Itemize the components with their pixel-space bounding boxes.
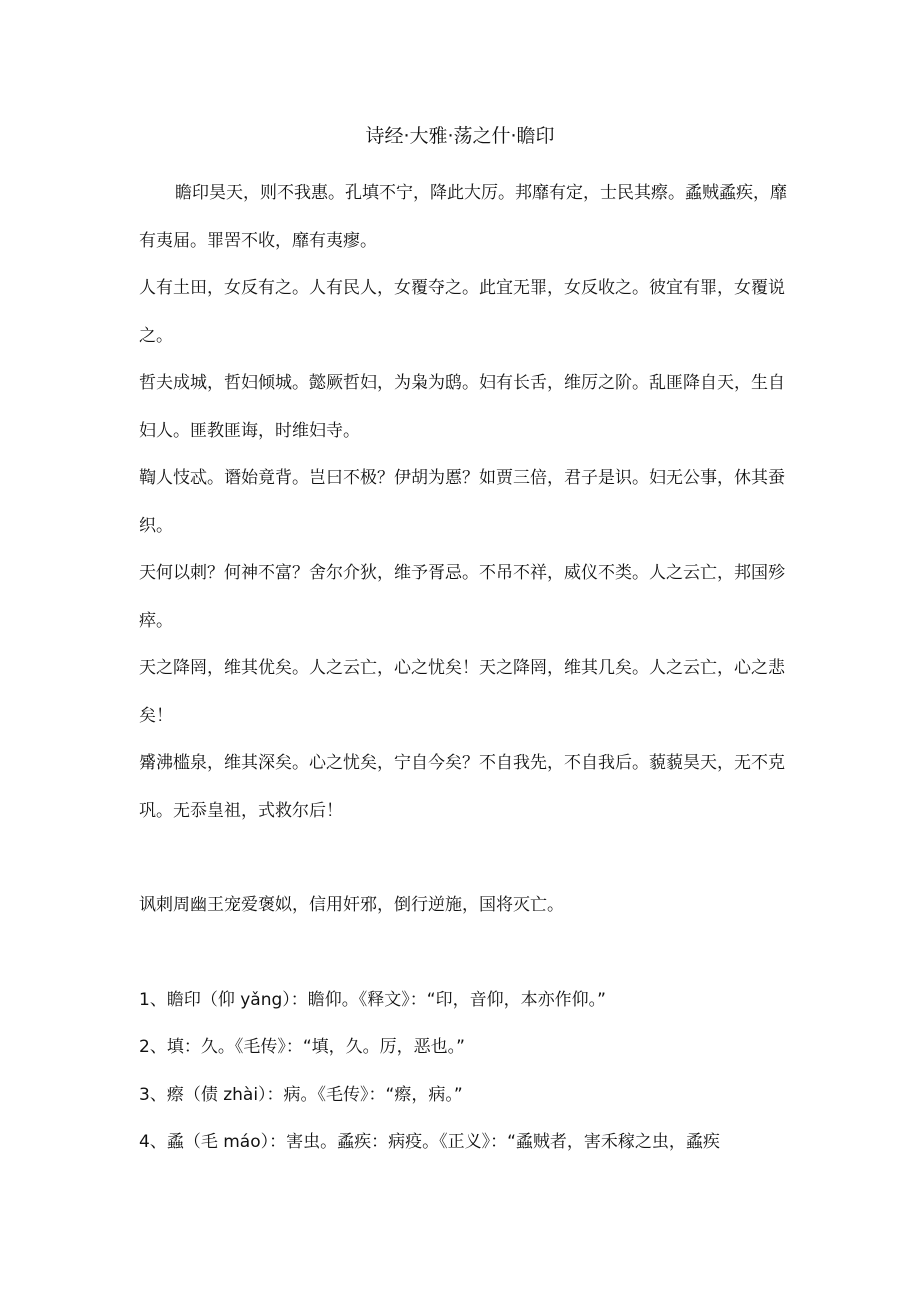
note-2: 2、填：久。《毛传》：“填，久。厉，恶也。” <box>139 1037 465 1057</box>
spacer <box>139 835 791 882</box>
summary-text: 讽刺周幽王宠爱褒姒，信用奸邪，倒行逆施，国将灭亡。 <box>139 895 564 915</box>
poem-stanza-4: 鞫人忮忒。谮始竟背。岂曰不极？伊胡为慝？如贾三倍，君子是识。妇无公事，休其蚕织。 <box>139 468 785 536</box>
poem-stanza-3: 哲夫成城，哲妇倾城。懿厥哲妇，为枭为鸱。妇有长舌，维厉之阶。乱匪降自天，生自妇人。匪教匪诲，时维妇寺。 <box>139 373 785 441</box>
note-4: 4、蟊（毛 máo）：害虫。蟊疾：病疫。《正义》：“蟊贼者，害禾稼之虫，蟊疾 <box>139 1132 720 1152</box>
spacer <box>139 930 791 977</box>
poem-stanza-6: 天之降罔，维其优矣。人之云亡，心之忧矣！天之降罔，维其几矣。人之云亡，心之悲矣！ <box>139 658 785 726</box>
note-1: 1、瞻印（仰 yǎng）：瞻仰。《释文》：“印，音仰，本亦作仰。” <box>139 989 606 1010</box>
note-3: 3、瘵（债 zhài）：病。《毛传》：“瘵，病。” <box>139 1084 463 1105</box>
document-body <box>139 170 791 1167</box>
poem-stanza-1: 瞻印昊天，则不我惠。孔填不宁，降此大厉。邦靡有定，士民其瘵。蟊贼蟊疾，靡有夷届。罪罟不收，靡有夷瘳。 <box>139 183 787 251</box>
poem-stanza-5: 天何以刺？何神不富？舍尔介狄，维予胥忌。不吊不祥，威仪不类。人之云亡，邦国殄瘁。 <box>139 563 785 631</box>
document-title: 诗经·大雅·荡之什·瞻印 <box>365 125 555 147</box>
poem-stanza-2: 人有土田，女反有之。人有民人，女覆夺之。此宜无罪，女反收之。彼宜有罪，女覆说之。 <box>139 278 785 346</box>
poem-stanza-7: 觱沸槛泉，维其深矣。心之忧矣，宁自今矣？不自我先，不自我后。藐藐昊天，无不克巩。无忝皇祖，式救尔后！ <box>139 753 785 821</box>
